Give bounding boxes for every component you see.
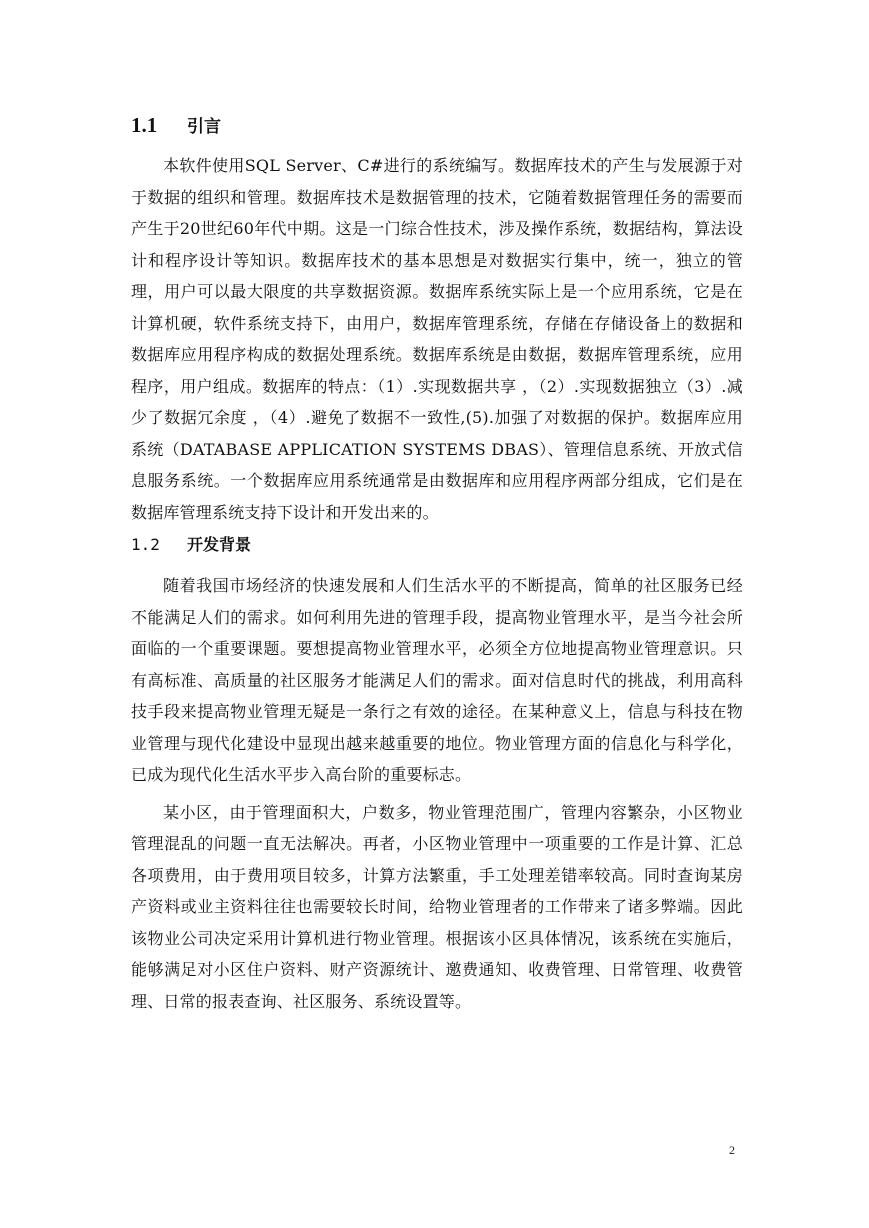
background-paragraph-1: 随着我国市场经济的快速发展和人们生活水平的不断提高，简单的社区服务已经不能满足人们的需求。如何利用先进的管理手段，提高物业管理水平，是当今社会所面临的一个重要课题。要想提高物业管理水平，必须全方位地提高物业管理意识。只有高标准、高质量的社区服务才能满足人们的需求。面对信息时代的挑战，利用高科技手段来提高物业管理无疑是一条行之有效的途径。在某种意义上，信息与科技在物业管理与现代化建设中显现出越来越重要的地位。物业管理方面的信息化与科学化，已成为现代化生活水平步入高台阶的重要标志。 xyxy=(131,576,743,784)
section-heading-intro xyxy=(131,112,743,148)
section-title: 开发背景 xyxy=(187,535,252,554)
section-heading-background xyxy=(131,532,743,568)
section-number: 1.1 xyxy=(131,113,158,137)
intro-paragraph: 本软件使用SQL Server、C#进行的系统编写。数据库技术的产生与发展源于对于数据的组织和管理。数据库技术是数据管理的技术，它随着数据管理任务的需要而产生于20世纪60年代中期。这是一门综合性技术，涉及操作系统，数据结构，算法设计和程序设计等知识。数据库技术的基本思想是对数据实行集中，统一，独立的管理，用户可以最大限度的共享数据资源。数据库系统实际上是一个应用系统，它是在计算机硬，软件系统支持下，由用户，数据库管理系统，存储在存储设备上的数据和数据库应用程序构成的数据处理系统。数据库系统是由数据，数据库管理系统，应用程序，用户组成。数据库的特点：（1）.实现数据共享 ，（2）.实现数据独立（3）.减少了数据冗余度 ，（4）.避免了数据不一致性,(5).加强了对数据的保护。数据库应用系统（DATABASE APPLICATION SYSTEMS DBAS）、管理信息系统、开放式信息服务系统。一个数据库应用系统通常是由数据库和应用程序两部分组成，它们是在数据库管理系统支持下设计和开发出来的。 xyxy=(131,156,743,522)
section-number: 1.2 xyxy=(131,535,160,554)
background-paragraph-2: 某小区，由于管理面积大，户数多，物业管理范围广，管理内容繁杂，小区物业管理混乱的问题一直无法解决。再者，小区物业管理中一项重要的工作是计算、汇总各项费用，由于费用项目较多，计算方法繁重，手工处理差错率较高。同时查询某房产资料或业主资料往往也需要较长时间，给物业管理者的工作带来了诸多弊端。因此该物业公司决定采用计算机进行物业管理。根据该小区具体情况，该系统在实施后，能够满足对小区住户资料、财产资源统计、邀费通知、收费管理、日常管理、收费管理、日常的报表查询、社区服务、系统设置等。 xyxy=(131,802,743,1011)
document-body xyxy=(131,112,743,1017)
section-title: 引言 xyxy=(187,117,221,137)
page-number: 2 xyxy=(729,1143,735,1157)
